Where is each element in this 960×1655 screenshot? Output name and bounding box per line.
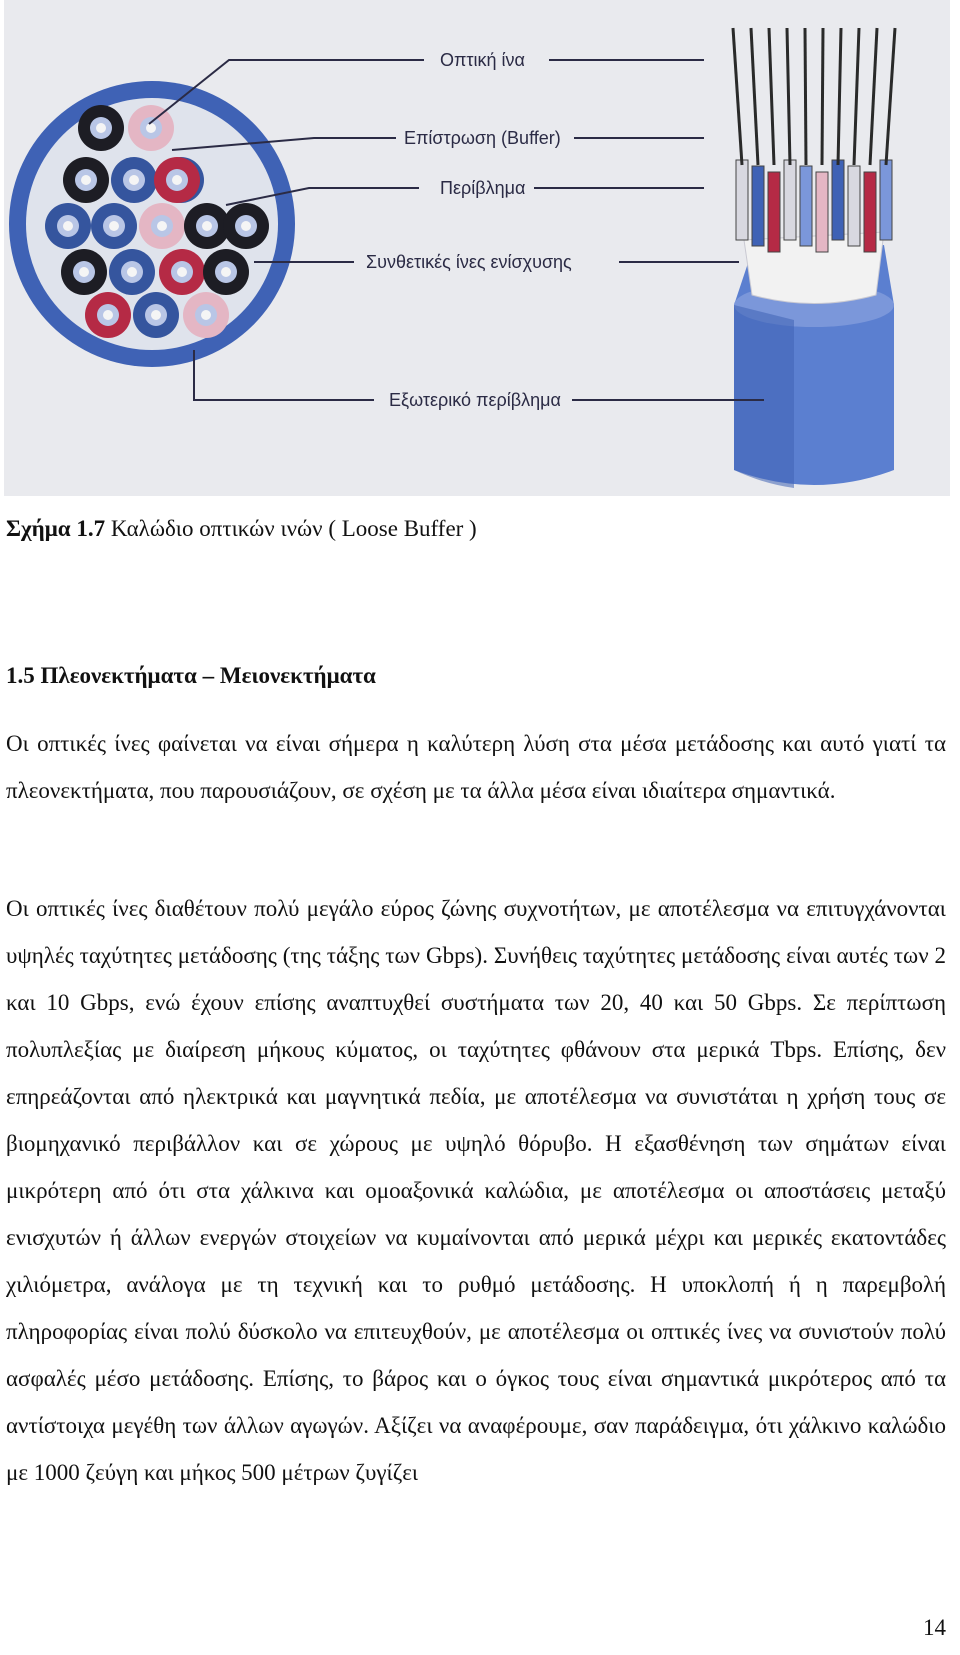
side-fiber-strand bbox=[854, 28, 859, 165]
side-fiber-strand bbox=[787, 28, 790, 165]
fiber-core bbox=[177, 267, 187, 277]
figure-caption bbox=[6, 516, 477, 542]
section-heading: 1.5 Πλεονεκτήματα – Μειονεκτήματα bbox=[6, 663, 376, 688]
side-fiber-strand bbox=[886, 28, 895, 165]
fiber-core bbox=[201, 310, 211, 320]
fiber-core bbox=[146, 123, 156, 133]
cable-diagram bbox=[4, 0, 950, 496]
caption-label: Σχήμα 1.7 bbox=[6, 516, 106, 541]
side-fiber-strand bbox=[769, 28, 774, 165]
fiber-core bbox=[157, 221, 167, 231]
side-fiber-strand bbox=[822, 28, 823, 165]
side-fiber-tube bbox=[864, 172, 876, 252]
fiber-core bbox=[129, 175, 139, 185]
side-fiber-tube bbox=[800, 166, 812, 246]
side-fiber-tube bbox=[832, 160, 844, 240]
side-fiber-strand bbox=[751, 28, 758, 165]
side-fiber-tube bbox=[880, 160, 892, 240]
fiber-core bbox=[127, 267, 137, 277]
side-fiber-tube bbox=[768, 172, 780, 252]
caption-text: Καλώδιο οπτικών ινών ( Loose Buffer ) bbox=[105, 516, 477, 541]
label-outer-jacket: Εξωτερικό περίβλημα bbox=[389, 390, 561, 410]
fiber-core bbox=[103, 310, 113, 320]
fiber-core bbox=[79, 267, 89, 277]
fiber-core bbox=[221, 267, 231, 277]
paragraph-intro: Οι οπτικές ίνες φαίνεται να είναι σήμερα η καλύτερη λύση στα μέσα μετάδοσης και αυτό γιατί τα πλεονεκτήματα, που παρουσιάζουν, σε σχέση με τα άλλα μέσα είναι ιδιαίτερα σημαντικά. bbox=[6, 731, 946, 803]
fiber-core bbox=[96, 123, 106, 133]
label-strength-members: Συνθετικές ίνες ενίσχυσης bbox=[366, 252, 572, 272]
side-fiber-strand bbox=[838, 28, 841, 165]
side-fiber-tube bbox=[736, 160, 748, 240]
label-sheath: Περίβλημα bbox=[440, 178, 526, 198]
fiber-core bbox=[151, 310, 161, 320]
fiber-core bbox=[241, 221, 251, 231]
label-buffer: Επίστρωση (Buffer) bbox=[404, 128, 561, 148]
cable-figure bbox=[4, 0, 950, 496]
label-optical-fiber: Οπτική ίνα bbox=[440, 50, 525, 70]
fiber-core bbox=[63, 221, 73, 231]
side-fiber-tube bbox=[784, 160, 796, 240]
page-number: 14 bbox=[923, 1615, 946, 1640]
side-fiber-strand bbox=[870, 28, 877, 165]
fiber-core bbox=[172, 175, 182, 185]
side-fiber-tube bbox=[848, 166, 860, 246]
fiber-core bbox=[81, 175, 91, 185]
side-fiber-tube bbox=[752, 166, 764, 246]
side-fiber-tube bbox=[816, 172, 828, 252]
fiber-core bbox=[202, 221, 212, 231]
cable-side-view bbox=[733, 28, 895, 488]
fiber-core bbox=[109, 221, 119, 231]
side-fiber-strand bbox=[733, 28, 742, 165]
paragraph-advantages: Οι οπτικές ίνες διαθέτουν πολύ μεγάλο εύρος ζώνης συχνοτήτων, με αποτέλεσμα να επιτυγχάνονται υψηλές ταχύτητες μετάδοσης (της τάξης των Gbps). Συνήθεις ταχύτητες μετάδοσης είναι αυτές των 2 και 10 Gbps, ενώ έχουν επίσης αναπτυχθεί συστήματα των 20, 40 και 50 Gbps. Σε περίπτωση πολυπλεξίας με διαίρεση μήκους κύματος, οι ταχύτητες φθάνουν στα μερικά Tbps. Επίσης, δεν επηρεάζονται από ηλεκτρικά και μαγνητικά πεδία, με αποτέλεσμα να συνιστάται η χρήση τους σε βιομηχανικό περιβάλλον και σε χώρους με υψηλό θόρυβο. Η εξασθένηση των σημάτων είναι μικρότερη από ότι στα χάλκινα και ομοαξονικά καλώδια, με αποτέλεσμα οι αποστάσεις μεταξύ ενισχυτών ή άλλων ενεργών στοιχείων να κυμαίνονται από μερικά μέχρι και μερικές εκατοντάδες χιλιόμετρα, ανάλογα με τη τεχνική και το ρυθμό μετάδοσης. Η υποκλοπή ή η παρεμβολή πληροφορίας είναι πολύ δύσκολο να επιτευχθούν, με αποτέλεσμα οι οπτικές ίνες να συνιστούν πολύ ασφαλές μέσο μετάδοσης. Επίσης, το βάρος και ο όγκος τους είναι σημαντικά μικρότερος από τα αντίστοιχα μεγέθη των άλλων αγωγών. Αξίζει να αναφέρουμε, σαν παράδειγμα, ότι χάλκινο καλώδιο με 1000 ζεύγη και μήκος 500 μέτρων ζυγίζει bbox=[6, 896, 946, 1485]
side-fiber-strand bbox=[805, 28, 806, 165]
